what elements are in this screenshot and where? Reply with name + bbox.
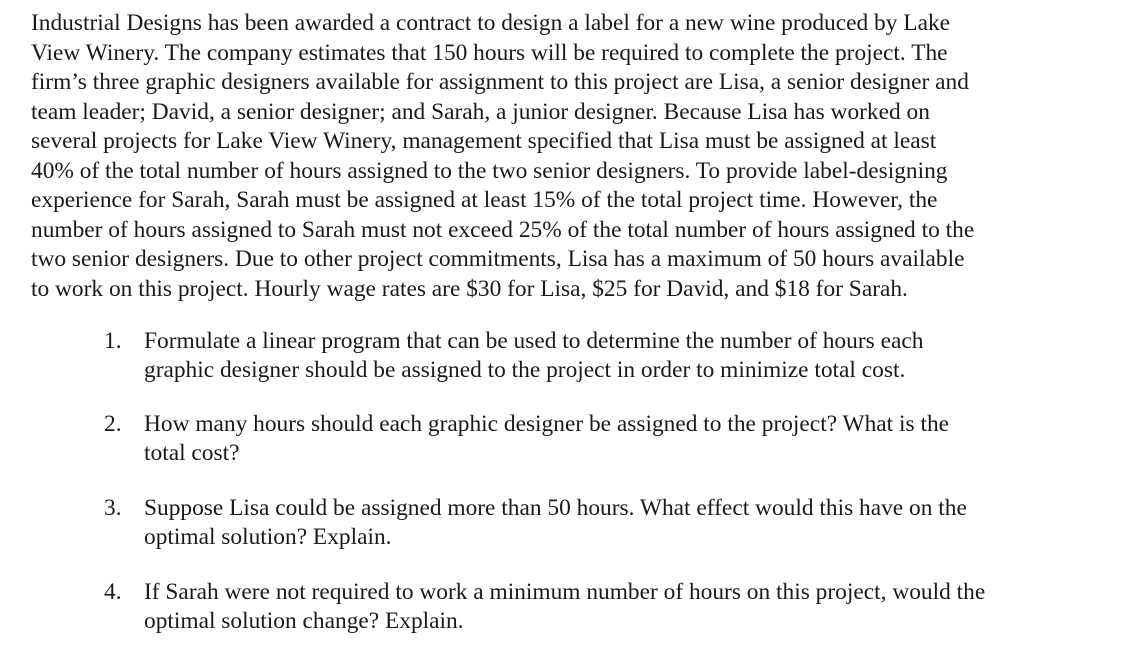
paragraph-line: firm’s three graphic designers available for assignment to this project are Lisa, a senior designer and bbox=[31, 69, 969, 95]
question-number: 1. bbox=[104, 328, 122, 354]
question-line: graphic designer should be assigned to the project in order to minimize total cost. bbox=[144, 357, 906, 383]
question-line: total cost? bbox=[144, 440, 240, 466]
question-line: optimal solution? Explain. bbox=[144, 524, 392, 550]
paragraph-line: 40% of the total number of hours assigned to the two senior designers. To provide label-designing bbox=[31, 157, 948, 184]
question-line: Suppose Lisa could be assigned more than 50 hours. What effect would this have on the bbox=[144, 495, 967, 521]
question-line: If Sarah were not required to work a minimum number of hours on this project, would the bbox=[144, 579, 986, 605]
paragraph-line: two senior designers. Due to other project commitments, Lisa has a maximum of 50 hours available bbox=[31, 246, 965, 272]
question-number: 2. bbox=[104, 411, 122, 437]
question-number: 3. bbox=[104, 495, 122, 521]
question-line: Formulate a linear program that can be used to determine the number of hours each bbox=[144, 328, 924, 354]
paragraph-line: View Winery. The company estimates that 150 hours will be required to complete the project. The bbox=[31, 39, 948, 66]
paragraph-line: team leader; David, a senior designer; and Sarah, a junior designer. Because Lisa has worked on bbox=[31, 98, 930, 125]
paragraph-line: number of hours assigned to Sarah must not exceed 25% of the total number of hours assigned to the bbox=[31, 216, 975, 243]
question-line: How many hours should each graphic designer be assigned to the project? What is the bbox=[144, 411, 950, 437]
paragraph-line: experience for Sarah, Sarah must be assigned at least 15% of the total project time. However, the bbox=[31, 187, 938, 213]
paragraph-line: Industrial Designs has been awarded a contract to design a label for a new wine produced by Lake bbox=[31, 10, 951, 36]
question-line: optimal solution change? Explain. bbox=[144, 608, 464, 634]
paragraph-line: to work on this project. Hourly wage rates are $30 for Lisa, $25 for David, and $18 for Sarah. bbox=[31, 275, 908, 302]
paragraph-line: several projects for Lake View Winery, management specified that Lisa must be assigned at least bbox=[31, 128, 937, 154]
question-text bbox=[144, 327, 1094, 385]
question-number: 4. bbox=[104, 579, 122, 605]
question-text bbox=[144, 494, 1094, 552]
question-text bbox=[144, 410, 1094, 468]
question-text bbox=[144, 578, 1094, 636]
